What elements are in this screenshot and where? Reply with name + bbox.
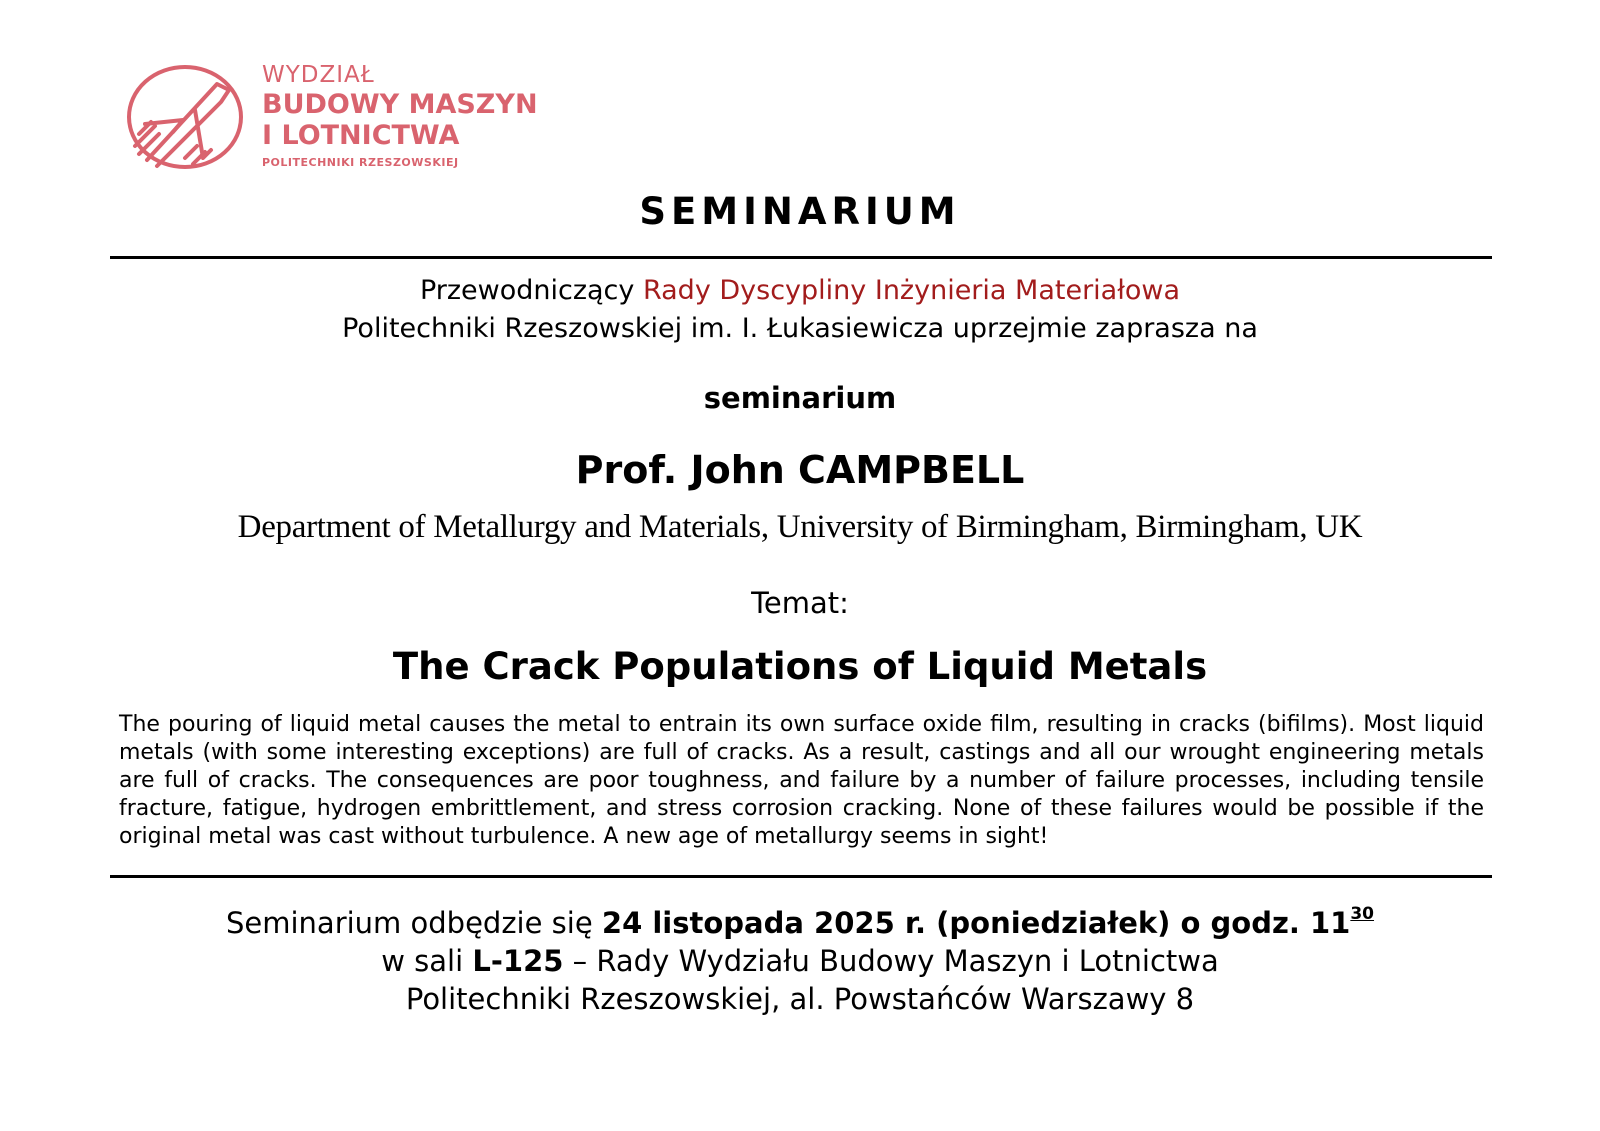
- details-prefix: Seminarium odbędzie się: [225, 906, 602, 940]
- room-prefix: w sali: [381, 944, 473, 978]
- airplane-emblem-icon: [125, 62, 249, 174]
- details-line-2: [0, 944, 1600, 978]
- topic-label: Temat:: [751, 586, 849, 620]
- council-name: Rady Dyscypliny Inżynieria Materiałowa: [642, 275, 1181, 306]
- abstract-text: The pouring of liquid metal causes the metal to entrain its own surface oxide film, resulting in cracks (bifilms). Most liquid metals (with some interesting exceptions) are full of cracks. As a result, castings and all our wrought engineering metals are full of cracks. The consequences are poor toughness, and failure by a number of failure processes, including tensile fracture, fatigue, hydrogen embrittlement, and stress corrosion cracking. None of these failures would be possible if the original metal was cast without turbulence. A new age of metallurgy seems in sight!: [119, 712, 1484, 849]
- logo-line-university: POLITECHNIKI RZESZOWSKIEJ: [262, 156, 459, 169]
- invitation-line-1: [0, 275, 1600, 306]
- speaker-affiliation: Department of Metallurgy and Materials, University of Birmingham, Birmingham, UK: [237, 509, 1363, 545]
- details-line-1: [0, 906, 1600, 940]
- invitation-prefix: Przewodniczący: [419, 275, 643, 306]
- bottom-divider: [110, 875, 1492, 878]
- room-description: – Rady Wydziału Budowy Maszyn i Lotnictwa: [563, 944, 1219, 978]
- details-line-3: Politechniki Rzeszowskiej, al. Powstańców Warszawy 8: [405, 982, 1195, 1016]
- logo-line-faculty: WYDZIAŁ: [262, 62, 375, 88]
- faculty-logo: [125, 62, 545, 182]
- logo-line-machine-building: BUDOWY MASZYN: [262, 89, 538, 120]
- logo-wordmark: [262, 64, 538, 168]
- page-heading: SEMINARIUM: [639, 190, 961, 233]
- room-number: L-125: [472, 944, 564, 978]
- top-divider: [110, 256, 1492, 259]
- speaker-name: Prof. John CAMPBELL: [575, 448, 1025, 492]
- logo-line-aviation: I LOTNICTWA: [262, 120, 460, 151]
- event-time-minutes: 30: [1350, 904, 1375, 924]
- invitation-line-2: Politechniki Rzeszowskiej im. I. Łukasiewicza uprzejmie zaprasza na: [342, 313, 1258, 344]
- event-date-time: 24 listopada 2025 r. (poniedziałek) o godz. 11: [601, 906, 1351, 940]
- talk-title: The Crack Populations of Liquid Metals: [392, 645, 1208, 688]
- event-kind: seminarium: [703, 381, 897, 415]
